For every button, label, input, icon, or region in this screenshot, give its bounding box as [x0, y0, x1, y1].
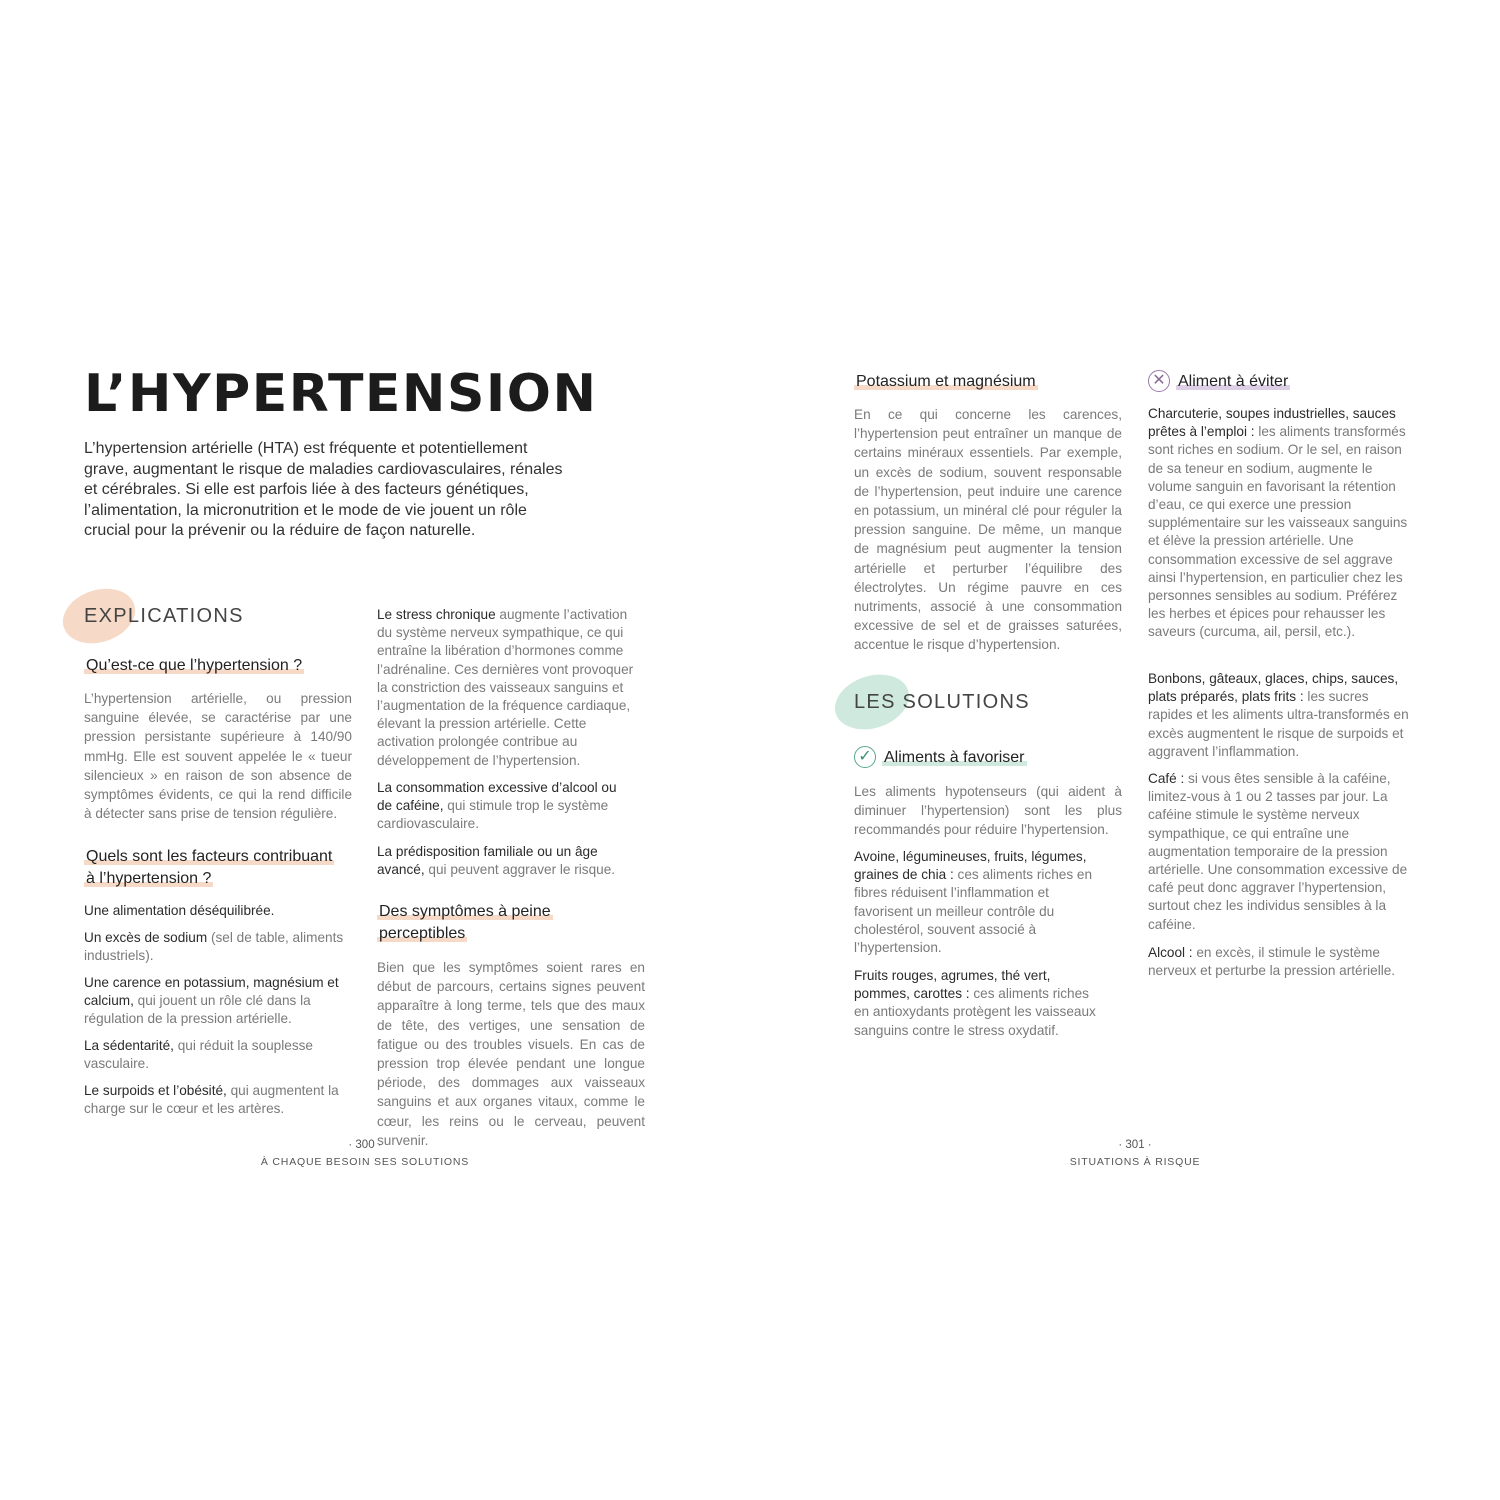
factor-item: Le surpoids et l’obésité, qui augmentent la charge sur le cœur et les artères. — [84, 1083, 339, 1117]
favoriser-item: Avoine, légumineuses, fruits, légumes, graines de chia : ces aliments riches en fibres réduisent l’inflammation et favorisent un meilleur contrôle du cholestérol, souvent associé à l’hypertension. — [854, 849, 1093, 956]
intro-paragraph: L’hypertension artérielle (HTA) est fréquente et potentiellement grave, augmentant le risque de maladies cardiovasculaires, rénales et cérébrales. Si elle est parfois liée à des facteurs génétiques, l’alimentation, la micronutrition et le mode de vie jouent un rôle crucial pour la prévenir ou la réduire de façon naturelle. — [84, 440, 563, 540]
x-icon: ✕ — [1148, 370, 1170, 392]
page-title: L’HYPERTENSION — [84, 364, 598, 424]
subheading-favoriser: Aliments à favoriser — [884, 749, 1025, 766]
running-footer-right: SITUATIONS À RISQUE — [1069, 1156, 1201, 1168]
section-heading-solutions: LES SOLUTIONS — [854, 691, 1030, 713]
what-is-body: L’hypertension artérielle, ou pression sanguine élevée, se caractérise par une pression persistante supérieure à 140/90 mmHg. Elle est souvent appelée le « tueur silencieux » en raison de son absence de symptômes évidents, ce qui la rend difficile à détecter sans prise de tension régulière. — [84, 691, 352, 822]
subheading-eviter: Aliment à éviter — [1178, 373, 1289, 390]
subheading-what-is: Qu’est-ce que l’hypertension ? — [86, 657, 303, 674]
factor-item: La consommation excessive d’alcool ou de caféine, qui stimule trop le système cardiovasculaire. — [377, 780, 617, 832]
factor-item: Un excès de sodium (sel de table, aliments industriels). — [84, 930, 344, 964]
subheading-symptoms: Des symptômes à peine perceptibles — [379, 903, 551, 942]
eviter-item: Café : si vous êtes sensible à la caféine, limitez-vous à 1 ou 2 tasses par jour. La caféine stimule le système nerveux sympathique, ce qui entraîne une augmentation temporaire de la pression artérielle. Une consommation excessive de café peut donc aggraver l’hypertension, surtout chez les individus sensibles à la caféine. — [1148, 771, 1408, 932]
factor-item: La sédentarité, qui réduit la souplesse vasculaire. — [84, 1038, 313, 1072]
eviter-item: Alcool : en excès, il stimule le système nerveux et perturbe la pression artérielle. — [1148, 945, 1396, 979]
subheading-potassium: Potassium et magnésium — [856, 373, 1036, 390]
favoriser-item: Fruits rouges, agrumes, thé vert, pommes, carottes : ces aliments riches en antioxydants protègent les vaisseaux sanguins contre le stress oxydatif. — [854, 968, 1096, 1038]
factor-item: Une carence en potassium, magnésium et calcium, qui jouent un rôle clé dans la régulation de la pression artérielle. — [84, 975, 339, 1027]
eviter-item: Charcuterie, soupes industrielles, sauces prêtes à l’emploi : les aliments transformés sont riches en sodium. Or le sel, en raison de sa teneur en sodium, augmente le volume sanguin en favorisant la rétention d’eau, ce qui exerce une pression supplémentaire sur les vaisseaux sanguins et élève la pression artérielle. Une consommation excessive de sel aggrave ainsi l’hypertension, en particulier chez les personnes sensibles au sodium. Préférez les herbes et épices pour rehausser les saveurs (curcuma, ail, persil, etc.). — [1148, 406, 1408, 640]
factor-item: Une alimentation déséquilibrée. — [84, 903, 275, 918]
potassium-body: En ce qui concerne les carences, l’hypertension peut entraîner un manque de certains minéraux essentiels. Par exemple, un excès de sodium, souvent responsable de l’hypertension, peut induire une carence en potassium, un minéral clé pour réguler la pression sanguine. De même, un manque de magnésium peut augmenter la tension artérielle et perturber l’équilibre des électrolytes. Un régime pauvre en ces nutriments, associé à une consommation excessive de sel et de graisses saturées, accentue le risque d’hypertension. — [854, 407, 1122, 653]
page-number-left: · 300 · — [348, 1139, 382, 1151]
factor-item: Le stress chronique augmente l’activation du système nerveux sympathique, ce qui entraîne la libération d’hormones comme l’adrénaline. Ces dernières vont provoquer la constriction des vaisseaux sanguins et l’augmentation de la fréquence cardiaque, élevant la pression artérielle. Cette activation prolongée contribue au développement de l’hypertension. — [377, 607, 634, 768]
eviter-item: Bonbons, gâteaux, glaces, chips, sauces, plats préparés, plats frits : les sucres rapides et les aliments ultra-transformés en excès augmentent le risque de surpoids et aggravent l’inflammation. — [1148, 671, 1409, 759]
subheading-factors: Quels sont les facteurs contribuant à l’hypertension ? — [86, 848, 333, 887]
factor-item: La prédisposition familiale ou un âge avancé, qui peuvent aggraver le risque. — [377, 844, 616, 878]
symptoms-body: Bien que les symptômes soient rares en début de parcours, certains signes peuvent apparaître à long terme, tels que des maux de tête, des vertiges, une sensation de fatigue ou des troubles visuels. En cas de pression trop élevée pendant une longue période, des dommages aux vaisseaux sanguins et aux organes vitaux, comme le cœur, les reins ou le cerveau, peuvent survenir. — [377, 960, 645, 1148]
check-icon: ✓ — [854, 746, 876, 768]
section-heading-explications: EXPLICATIONS — [84, 605, 244, 627]
favoriser-intro: Les aliments hypotenseurs (qui aident à diminuer l’hypertension) sont les plus recommandés pour réduire l’hypertension. — [854, 784, 1122, 838]
page-number-right: · 301 · — [1118, 1139, 1152, 1151]
running-footer-left: À CHAQUE BESOIN SES SOLUTIONS — [260, 1156, 470, 1168]
